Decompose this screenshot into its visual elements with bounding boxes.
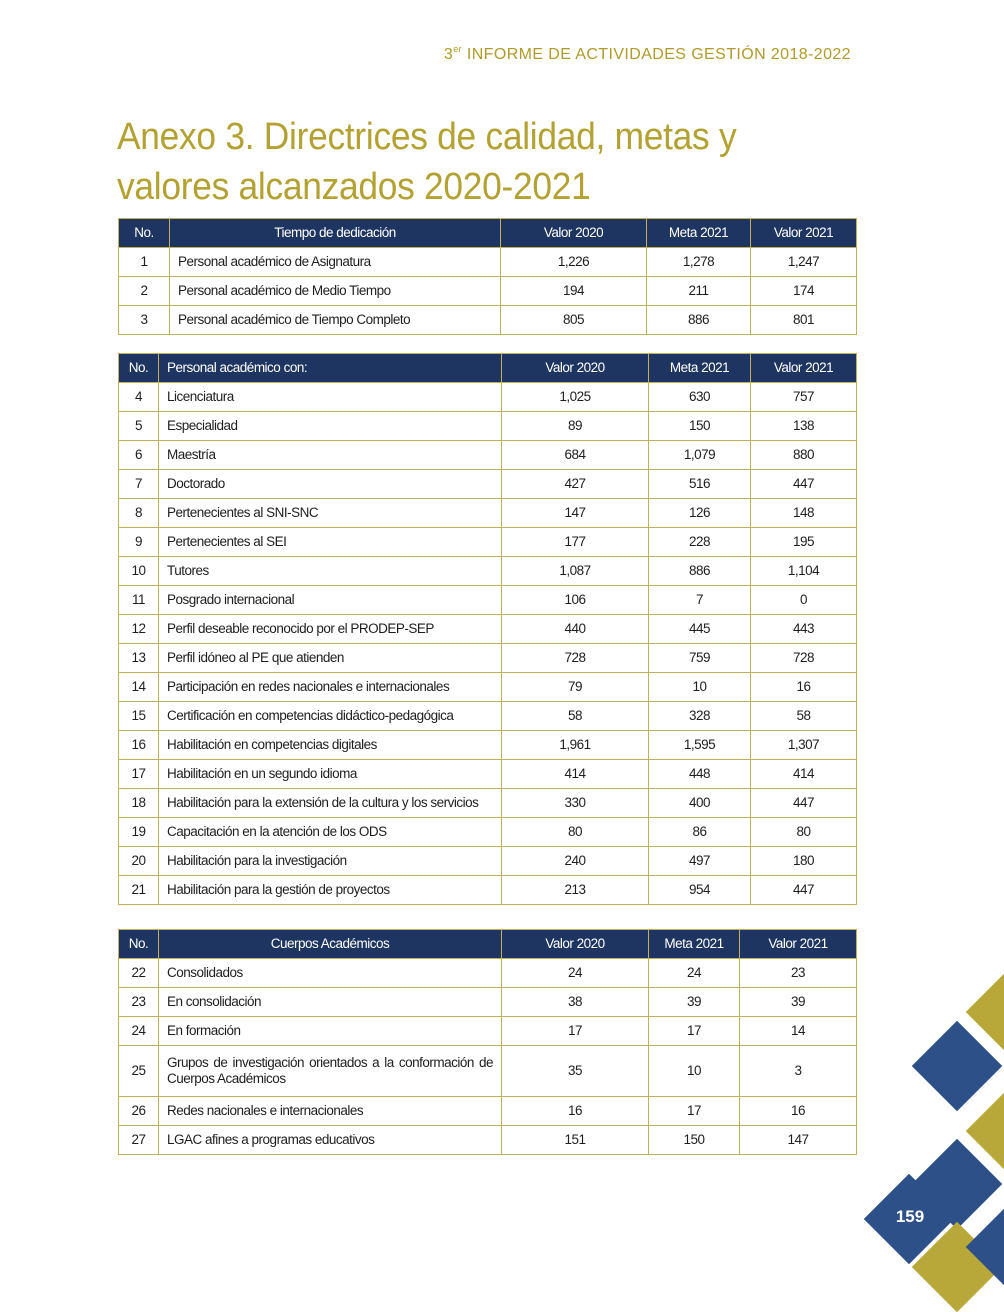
cell-no: 10 <box>119 557 159 586</box>
col-header-meta-2021: Meta 2021 <box>647 219 751 248</box>
cell-meta-2021: 126 <box>649 499 751 528</box>
cell-valor-2021: 16 <box>751 673 857 702</box>
cell-description: Tutores <box>159 557 502 586</box>
cell-meta-2021: 886 <box>647 306 751 335</box>
cell-description: Grupos de investigación orientados a la conformación de Cuerpos Académicos <box>159 1046 502 1097</box>
cell-valor-2020: 151 <box>502 1126 649 1155</box>
cell-meta-2021: 24 <box>649 959 740 988</box>
dedication-table <box>118 218 857 335</box>
cell-valor-2021: 414 <box>751 760 857 789</box>
cell-valor-2020: 1,226 <box>501 248 647 277</box>
cell-no: 14 <box>119 673 159 702</box>
cell-valor-2021: 1,307 <box>751 731 857 760</box>
cell-no: 7 <box>119 470 159 499</box>
col-header-valor-2020: Valor 2020 <box>502 354 649 383</box>
cell-description: Perfil deseable reconocido por el PRODEP-SEP <box>159 615 502 644</box>
cell-valor-2020: 1,087 <box>502 557 649 586</box>
table-row <box>119 702 857 731</box>
cell-description: Personal académico de Tiempo Completo <box>170 306 501 335</box>
page-title: Anexo 3. Directrices de calidad, metas y valores alcanzados 2020-2021 <box>117 116 737 208</box>
academic-bodies-table <box>118 929 857 1155</box>
cell-meta-2021: 7 <box>649 586 751 615</box>
col-header-valor-2020: Valor 2020 <box>502 930 649 959</box>
table-body <box>119 959 857 1155</box>
col-header-valor-2021: Valor 2021 <box>740 930 857 959</box>
cell-description: Capacitación en la atención de los ODS <box>159 818 502 847</box>
col-header-valor-2021: Valor 2021 <box>751 219 857 248</box>
cell-description: Maestría <box>159 441 502 470</box>
table-row <box>119 306 857 335</box>
cell-meta-2021: 328 <box>649 702 751 731</box>
cell-meta-2021: 1,595 <box>649 731 751 760</box>
table-row <box>119 1017 857 1046</box>
col-header-category: Personal académico con: <box>159 354 502 383</box>
table-header-row <box>119 219 857 248</box>
cell-valor-2021: 174 <box>751 277 857 306</box>
cell-no: 5 <box>119 412 159 441</box>
cell-valor-2020: 16 <box>502 1097 649 1126</box>
cell-meta-2021: 954 <box>649 876 751 905</box>
cell-description: Perfil idóneo al PE que atienden <box>159 644 502 673</box>
col-header-no: No. <box>119 219 170 248</box>
cell-no: 18 <box>119 789 159 818</box>
cell-valor-2020: 24 <box>502 959 649 988</box>
col-header-category: Tiempo de dedicación <box>170 219 501 248</box>
cell-description: LGAC afines a programas educativos <box>159 1126 502 1155</box>
cell-no: 22 <box>119 959 159 988</box>
table-row <box>119 876 857 905</box>
cell-valor-2021: 757 <box>751 383 857 412</box>
cell-valor-2020: 147 <box>502 499 649 528</box>
cell-meta-2021: 10 <box>649 1046 740 1097</box>
cell-meta-2021: 1,079 <box>649 441 751 470</box>
table-body <box>119 248 857 335</box>
header-text: INFORME DE ACTIVIDADES GESTIÓN 2018-2022 <box>462 46 851 63</box>
cell-valor-2021: 0 <box>751 586 857 615</box>
cell-no: 27 <box>119 1126 159 1155</box>
cell-description: Participación en redes nacionales e internacionales <box>159 673 502 702</box>
cell-no: 1 <box>119 248 170 277</box>
header-ordinal: 3 <box>443 46 454 63</box>
cell-description: Especialidad <box>159 412 502 441</box>
cell-valor-2021: 3 <box>740 1046 857 1097</box>
header-ordinal-sup: er <box>453 44 463 54</box>
cell-valor-2021: 147 <box>740 1126 857 1155</box>
cell-meta-2021: 516 <box>649 470 751 499</box>
col-header-meta-2021: Meta 2021 <box>649 354 751 383</box>
table-row <box>119 528 857 557</box>
cell-valor-2020: 414 <box>502 760 649 789</box>
cell-valor-2021: 1,104 <box>751 557 857 586</box>
cell-description: Habilitación para la gestión de proyectos <box>159 876 502 905</box>
running-header <box>444 44 851 64</box>
cell-meta-2021: 445 <box>649 615 751 644</box>
cell-description: Habilitación para la investigación <box>159 847 502 876</box>
cell-valor-2020: 684 <box>502 441 649 470</box>
table-row <box>119 731 857 760</box>
cell-description: Pertenecientes al SEI <box>159 528 502 557</box>
cell-meta-2021: 10 <box>649 673 751 702</box>
col-header-no: No. <box>119 354 159 383</box>
cell-description: Consolidados <box>159 959 502 988</box>
table-row <box>119 1126 857 1155</box>
cell-meta-2021: 759 <box>649 644 751 673</box>
cell-valor-2021: 23 <box>740 959 857 988</box>
table-row <box>119 644 857 673</box>
cell-description: Habilitación para la extensión de la cultura y los servicios <box>159 789 502 818</box>
cell-valor-2020: 58 <box>502 702 649 731</box>
table-body <box>119 383 857 905</box>
cell-valor-2020: 106 <box>502 586 649 615</box>
cell-meta-2021: 39 <box>649 988 740 1017</box>
cell-no: 26 <box>119 1097 159 1126</box>
cell-description: Habilitación en competencias digitales <box>159 731 502 760</box>
cell-no: 20 <box>119 847 159 876</box>
cell-valor-2020: 177 <box>502 528 649 557</box>
cell-no: 19 <box>119 818 159 847</box>
table-row <box>119 615 857 644</box>
cell-description: En formación <box>159 1017 502 1046</box>
table-row <box>119 959 857 988</box>
cell-no: 8 <box>119 499 159 528</box>
cell-no: 6 <box>119 441 159 470</box>
table-row <box>119 441 857 470</box>
cell-description: Pertenecientes al SNI-SNC <box>159 499 502 528</box>
cell-valor-2021: 880 <box>751 441 857 470</box>
cell-no: 16 <box>119 731 159 760</box>
col-header-no: No. <box>119 930 159 959</box>
cell-valor-2021: 148 <box>751 499 857 528</box>
cell-meta-2021: 150 <box>649 1126 740 1155</box>
col-header-category: Cuerpos Académicos <box>159 930 502 959</box>
page-number: 159 <box>895 1207 925 1226</box>
table-row <box>119 557 857 586</box>
cell-valor-2020: 427 <box>502 470 649 499</box>
academic-staff-table <box>118 353 857 905</box>
cell-description: Certificación en competencias didáctico-pedagógica <box>159 702 502 731</box>
table-row <box>119 789 857 818</box>
cell-no: 11 <box>119 586 159 615</box>
col-header-valor-2021: Valor 2021 <box>751 354 857 383</box>
cell-valor-2020: 1,025 <box>502 383 649 412</box>
cell-meta-2021: 17 <box>649 1097 740 1126</box>
table-row <box>119 586 857 615</box>
cell-no: 21 <box>119 876 159 905</box>
cell-meta-2021: 886 <box>649 557 751 586</box>
col-header-meta-2021: Meta 2021 <box>649 930 740 959</box>
cell-valor-2021: 14 <box>740 1017 857 1046</box>
cell-no: 3 <box>119 306 170 335</box>
cell-description: Posgrado internacional <box>159 586 502 615</box>
cell-valor-2021: 138 <box>751 412 857 441</box>
cell-no: 12 <box>119 615 159 644</box>
cell-valor-2021: 447 <box>751 470 857 499</box>
cell-valor-2020: 89 <box>502 412 649 441</box>
cell-meta-2021: 400 <box>649 789 751 818</box>
cell-description: Doctorado <box>159 470 502 499</box>
cell-no: 2 <box>119 277 170 306</box>
cell-description: Licenciatura <box>159 383 502 412</box>
cell-description: Personal académico de Asignatura <box>170 248 501 277</box>
cell-valor-2020: 213 <box>502 876 649 905</box>
cell-valor-2020: 194 <box>501 277 647 306</box>
cell-valor-2020: 1,961 <box>502 731 649 760</box>
cell-meta-2021: 1,278 <box>647 248 751 277</box>
cell-valor-2021: 16 <box>740 1097 857 1126</box>
cell-valor-2020: 17 <box>502 1017 649 1046</box>
cell-valor-2021: 39 <box>740 988 857 1017</box>
table-row <box>119 499 857 528</box>
col-header-valor-2020: Valor 2020 <box>501 219 647 248</box>
cell-valor-2020: 35 <box>502 1046 649 1097</box>
cell-no: 17 <box>119 760 159 789</box>
table-row <box>119 248 857 277</box>
cell-no: 4 <box>119 383 159 412</box>
cell-valor-2021: 58 <box>751 702 857 731</box>
cell-description: En consolidación <box>159 988 502 1017</box>
table-row <box>119 470 857 499</box>
cell-no: 15 <box>119 702 159 731</box>
cell-meta-2021: 497 <box>649 847 751 876</box>
cell-no: 25 <box>119 1046 159 1097</box>
table-row <box>119 412 857 441</box>
cell-meta-2021: 86 <box>649 818 751 847</box>
cell-valor-2021: 447 <box>751 789 857 818</box>
cell-no: 23 <box>119 988 159 1017</box>
cell-valor-2020: 805 <box>501 306 647 335</box>
cell-valor-2020: 330 <box>502 789 649 818</box>
cell-valor-2021: 728 <box>751 644 857 673</box>
cell-no: 13 <box>119 644 159 673</box>
cell-meta-2021: 228 <box>649 528 751 557</box>
cell-valor-2020: 79 <box>502 673 649 702</box>
cell-valor-2021: 180 <box>751 847 857 876</box>
cell-no: 9 <box>119 528 159 557</box>
table-row <box>119 383 857 412</box>
cell-valor-2020: 240 <box>502 847 649 876</box>
table-header-row <box>119 930 857 959</box>
cell-description: Personal académico de Medio Tiempo <box>170 277 501 306</box>
table-row <box>119 760 857 789</box>
cell-valor-2020: 440 <box>502 615 649 644</box>
cell-meta-2021: 448 <box>649 760 751 789</box>
cell-valor-2020: 38 <box>502 988 649 1017</box>
cell-no: 24 <box>119 1017 159 1046</box>
cell-meta-2021: 630 <box>649 383 751 412</box>
cell-meta-2021: 211 <box>647 277 751 306</box>
cell-valor-2021: 80 <box>751 818 857 847</box>
table-row <box>119 1046 857 1097</box>
cell-description: Redes nacionales e internacionales <box>159 1097 502 1126</box>
table-row <box>119 1097 857 1126</box>
table-row <box>119 988 857 1017</box>
cell-valor-2020: 80 <box>502 818 649 847</box>
cell-description: Habilitación en un segundo idioma <box>159 760 502 789</box>
cell-valor-2021: 447 <box>751 876 857 905</box>
table-header-row <box>119 354 857 383</box>
cell-meta-2021: 17 <box>649 1017 740 1046</box>
cell-valor-2020: 728 <box>502 644 649 673</box>
table-row <box>119 277 857 306</box>
cell-meta-2021: 150 <box>649 412 751 441</box>
table-row <box>119 818 857 847</box>
table-row <box>119 847 857 876</box>
cell-valor-2021: 443 <box>751 615 857 644</box>
cell-valor-2021: 801 <box>751 306 857 335</box>
table-row <box>119 673 857 702</box>
cell-valor-2021: 195 <box>751 528 857 557</box>
cell-valor-2021: 1,247 <box>751 248 857 277</box>
